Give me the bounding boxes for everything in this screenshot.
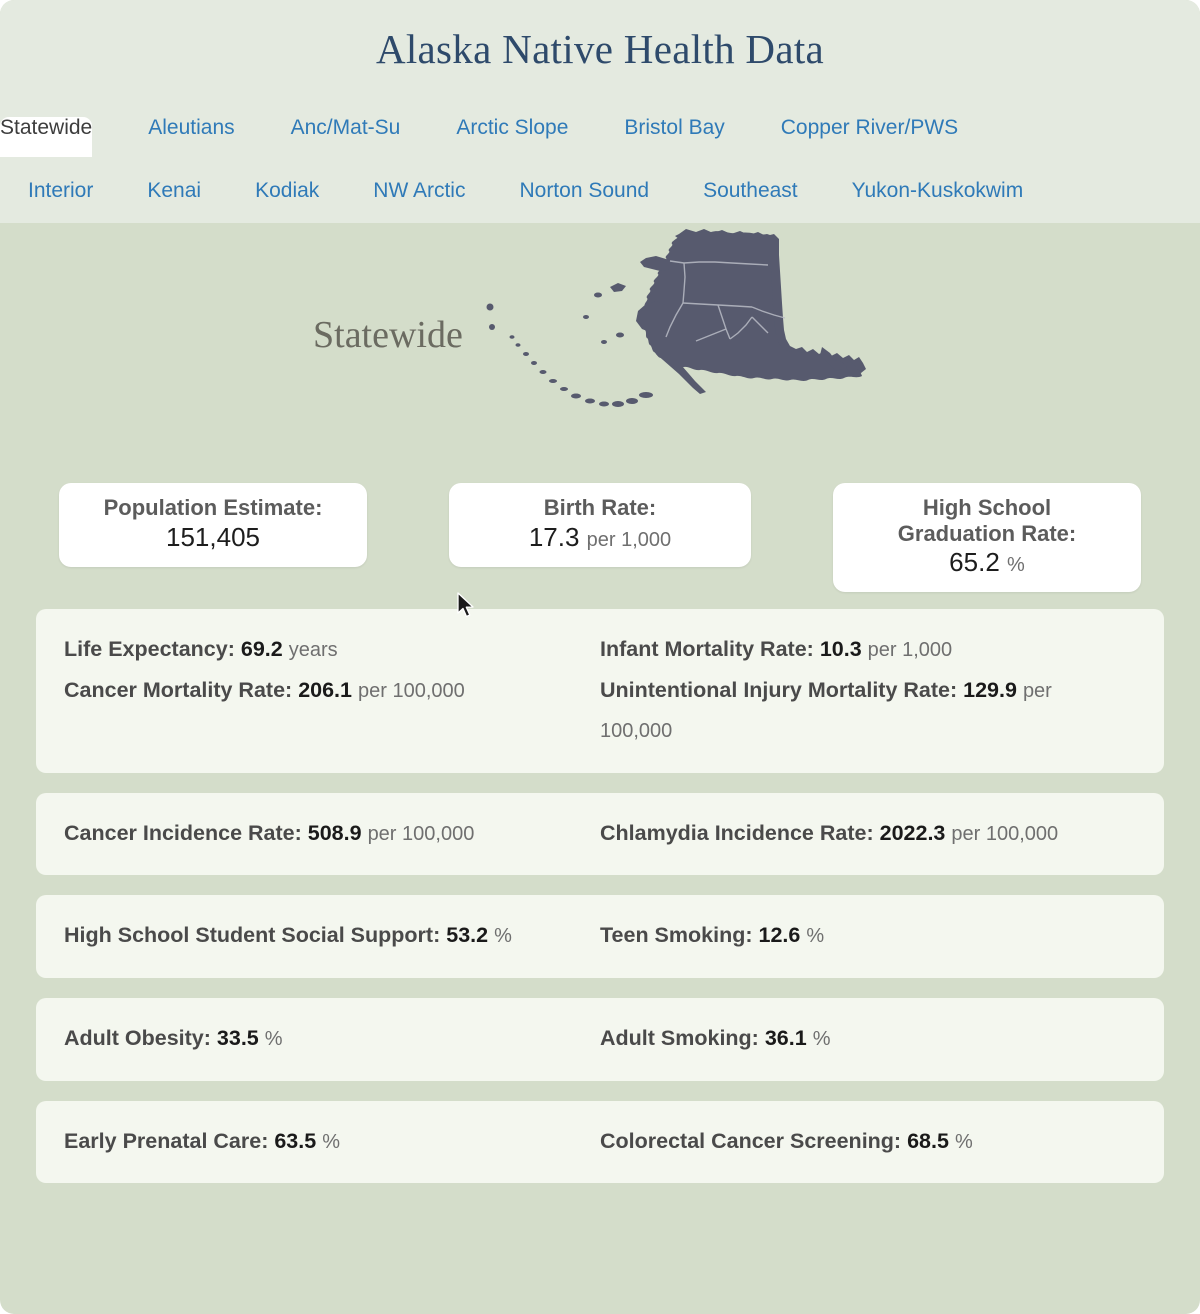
metric-column-left xyxy=(64,629,600,751)
metric-unit: per 1,000 xyxy=(867,639,953,662)
map-area xyxy=(0,223,1200,473)
metric-unintentional-injury-mortality-rate xyxy=(600,670,1112,751)
stat-unit-graduation-rate: % xyxy=(1007,554,1025,577)
metric-column-right xyxy=(600,629,1136,751)
stat-card-row xyxy=(0,477,1200,597)
metric-column-right xyxy=(600,1121,1136,1162)
stat-label-population: Population Estimate: xyxy=(103,495,323,521)
metric-column-left xyxy=(64,813,600,854)
tab-arctic-slope[interactable]: Arctic Slope xyxy=(456,116,569,140)
stat-value-graduation-rate xyxy=(851,547,1123,578)
metric-unit: % xyxy=(806,925,825,948)
metric-unit: years xyxy=(288,639,338,662)
stat-number-birth-rate: 17.3 xyxy=(528,521,580,552)
metric-adult-obesity xyxy=(64,1018,576,1059)
metric-early-prenatal-care xyxy=(64,1121,576,1162)
stat-card-birth-rate xyxy=(449,483,751,567)
region-title: Statewide xyxy=(313,314,463,357)
stat-label-birth-rate: Birth Rate: xyxy=(543,495,657,521)
metric-value: 36.1 xyxy=(764,1026,807,1051)
tab-bar-row-2 xyxy=(0,157,1200,223)
metric-label: Teen Smoking: xyxy=(600,923,753,948)
stat-card-graduation-rate xyxy=(833,483,1141,592)
stat-number-graduation-rate: 65.2 xyxy=(949,547,1000,578)
tab-nw-arctic[interactable]: NW Arctic xyxy=(373,178,466,202)
metric-panel xyxy=(36,895,1164,978)
metric-infant-mortality-rate xyxy=(600,629,1112,670)
metric-label: Chlamydia Incidence Rate: xyxy=(600,820,874,845)
metric-label: Adult Obesity: xyxy=(64,1026,211,1051)
metric-life-expectancy xyxy=(64,629,576,670)
metric-column-right xyxy=(600,1018,1136,1059)
tab-bristol-bay[interactable]: Bristol Bay xyxy=(624,116,725,140)
stat-card-population xyxy=(59,483,367,567)
metric-column-right xyxy=(600,813,1136,854)
stat-value-population: 151,405 xyxy=(166,521,260,552)
tab-kenai[interactable]: Kenai xyxy=(147,178,202,202)
alaska-map-icon xyxy=(470,229,890,459)
stat-label-graduation-rate-line2: Graduation Rate: xyxy=(897,520,1077,546)
metric-label: Cancer Mortality Rate: xyxy=(64,677,293,702)
tab-norton-sound[interactable]: Norton Sound xyxy=(519,178,650,202)
metric-colorectal-cancer-screening xyxy=(600,1121,1112,1162)
metric-value: 508.9 xyxy=(307,820,362,845)
tab-aleutians[interactable]: Aleutians xyxy=(148,116,235,140)
metric-value: 12.6 xyxy=(758,923,801,948)
metric-high-school-student-social-support xyxy=(64,915,576,956)
stat-unit-birth-rate: per 1,000 xyxy=(586,528,672,551)
metric-panel xyxy=(36,793,1164,876)
metric-value: 10.3 xyxy=(819,637,862,662)
metric-label: Colorectal Cancer Screening: xyxy=(600,1128,902,1153)
metric-label: Unintentional Injury Mortality Rate: xyxy=(600,677,958,702)
stat-value-birth-rate xyxy=(467,522,733,553)
metric-column-left xyxy=(64,915,600,956)
metric-unit: % xyxy=(322,1130,340,1153)
metric-value: 63.5 xyxy=(274,1128,317,1153)
tab-interior[interactable]: Interior xyxy=(28,178,94,202)
metric-value: 33.5 xyxy=(216,1026,259,1051)
stat-label-graduation-rate-line1: High School xyxy=(922,495,1052,521)
tab-statewide[interactable]: Statewide xyxy=(0,117,92,157)
tab-bar-row-1 xyxy=(0,94,1200,157)
metric-label: Life Expectancy: xyxy=(64,637,235,662)
metric-column-left xyxy=(64,1018,600,1059)
metric-unit: per 100,000 xyxy=(951,822,1059,845)
metric-unit: per 100,000 xyxy=(600,679,1052,743)
metric-label: Early Prenatal Care: xyxy=(64,1128,269,1153)
metric-cancer-incidence-rate xyxy=(64,813,576,854)
metric-value: 69.2 xyxy=(240,637,283,662)
metric-value: 129.9 xyxy=(963,677,1017,702)
metric-unit: % xyxy=(812,1028,831,1051)
tab-southeast[interactable]: Southeast xyxy=(703,178,798,202)
page-title: Alaska Native Health Data xyxy=(375,26,825,72)
metric-chlamydia-incidence-rate xyxy=(600,813,1112,854)
metric-adult-smoking xyxy=(600,1018,1112,1059)
tab-anc-mat-su[interactable]: Anc/Mat-Su xyxy=(290,116,401,140)
metric-column-right xyxy=(600,915,1136,956)
tab-copper-river-pws[interactable]: Copper River/PWS xyxy=(780,116,959,140)
tab-kodiak[interactable]: Kodiak xyxy=(255,178,320,202)
metric-unit: per 100,000 xyxy=(367,822,475,845)
metric-teen-smoking xyxy=(600,915,1112,956)
metric-value: 2022.3 xyxy=(879,820,946,845)
metric-unit: % xyxy=(954,1130,973,1153)
metric-unit: % xyxy=(494,925,512,948)
metric-column-left xyxy=(64,1121,600,1162)
metric-panels xyxy=(0,609,1200,1183)
metric-panel xyxy=(36,998,1164,1081)
metric-label: Adult Smoking: xyxy=(600,1026,759,1051)
header xyxy=(0,0,1200,223)
metric-value: 206.1 xyxy=(298,677,352,702)
metric-label: High School Student Social Support: xyxy=(64,923,441,948)
metric-cancer-mortality-rate xyxy=(64,670,576,711)
metric-label: Infant Mortality Rate: xyxy=(600,637,814,662)
metric-value: 68.5 xyxy=(907,1128,949,1153)
metric-panel xyxy=(36,609,1164,773)
tab-yukon-kuskokwim[interactable]: Yukon-Kuskokwim xyxy=(851,178,1024,202)
metric-unit: % xyxy=(264,1028,283,1051)
metric-panel xyxy=(36,1101,1164,1184)
metric-unit: per 100,000 xyxy=(357,679,465,702)
metric-value: 53.2 xyxy=(446,923,489,948)
metric-label: Cancer Incidence Rate: xyxy=(64,820,302,845)
